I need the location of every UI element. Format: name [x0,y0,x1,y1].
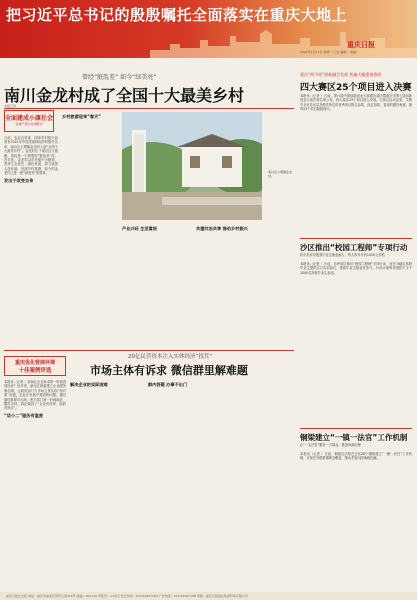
series-badge-line1: 重庆优化营商环境 [14,360,55,366]
story1-subhead: 乡村旅游迎来“春天” [62,114,102,119]
banner-title: 把习近平总书记的殷殷嘱托全面落实在重庆大地上 [6,6,348,24]
right-story-headline: 四大赛区25个项目进入决赛 [300,83,412,93]
bottom-right-headline: 铜梁建立“一镇一法官”工作机制 [300,433,408,442]
story2-subhead: 解决企业的实际困难 [70,382,108,387]
masthead: 重庆日报 [347,41,375,49]
story2-column-1 [4,380,66,588]
story2-body: 本报讯（记者 ）如何让企业诉求第一时间得到回应？近年来，渝北区探索建立企业服务微信群，让政府部门与市场主体实现“面对面”沟通，企业在发展中遇到的问题，通过微信群即可反映，相关部门第一时间响应，限时办结，真正做到了“企业有所呼、政府有所应”。 [4,380,66,411]
village-photo-illustration [122,112,262,220]
right-story-body: 本报讯（记者 ）日前，第六届中国创新创业大赛重庆赛区暨重庆市第七届创新创业大赛决赛名单公布，四大赛区25个项目进入决赛。大赛自启动以来，共吸引全市各区县及相关单位的优秀项目报名参赛，经过初赛、复赛的激烈角逐，最终25个项目脱颖而出。 [300,94,412,112]
series-box [4,110,54,132]
bottom-right-kicker: 让“一名法官”服务一方群众，推进诉源治理 [300,443,361,447]
mid-right-kicker: 将分类评价提高毕业生就业能力，每人每月可获1000元补贴 [300,253,385,257]
divider [300,238,412,239]
divider [300,428,412,429]
story1-column-2 [62,112,118,348]
series-badge [4,356,66,376]
story2-subhead: 群内答疑 办事不出门 [148,382,188,387]
series-box-title: 全面建成小康社会 [5,115,54,122]
story2-kicker: 20亿民营资本注入实体经济“找茬” [128,354,213,360]
story2-column-3 [148,380,220,588]
right-story-kicker: 重庆“两不停”创新融合发展 普遍大幅重视推荐 [300,72,382,77]
village-photo [122,112,262,220]
story1-column-1 [4,136,58,348]
story2-headline: 市场主体有诉求 微信群里解难题 [90,364,248,377]
photo-caption: 南川区大观镇金龙村。 [268,170,293,178]
footer: 重庆日报社出版 地址：重庆市渝北区同茂大道416号 邮编：401120 零售价：1.50元 发行热线：023-63907166 广告热线：023-63907188 印刷：重庆日报报业集团印务有限公司 [0,592,417,600]
story1-subhead: 产业兴旺 生活富裕 [122,226,157,231]
issue-meta: 2022年1月17日 星期一 三农 编辑： 美编： [300,50,360,54]
story1-body: 日前，农业农村部、国家乡村振兴局发布2021年中国美丽休闲乡村推介名单，南川区大观镇金龙村入选“全国十大最美乡村”。金龙村位于南川区大观镇，曾经是一个典型的“脏乱差”村。近年来，金龙村以乡村振兴为统领，坚持生态优先、绿色发展，着力改善人居环境，发展乡村旅游，如今的金龙村已是一派“绿美亮”的景象。 [4,136,58,176]
series-box-subtitle: “百城千县万村调研行” [13,122,45,126]
story2-column-4 [224,380,294,588]
mid-right-headline: 沙区推出“校园工程师”专项行动 [300,243,408,252]
story2-column-2 [70,380,144,588]
bottom-right-body: 本报讯（记者 ）日前，铜梁区法院在全区28个镇街建立“一镇一法官”工作机制，实现法官联系镇街全覆盖，推动矛盾纠纷就地化解。 [300,452,412,461]
story1-subhead: 共建共治共享 推动乡村振兴 [196,226,248,231]
story1-byline: 本报记者 [4,104,17,108]
divider [4,350,294,351]
divider [4,108,294,109]
story1-column-4 [196,224,294,348]
story2-subhead: “店小二”服务有温度 [4,412,44,418]
story1-subhead: 发出于改变自身 [4,177,34,183]
series-badge-line2: 十佳案例评选 [18,368,52,374]
story1-column-3 [122,224,192,348]
story1-headline: 南川金龙村成了全国十大最美乡村 [4,86,245,105]
top-banner [0,0,417,58]
story1-kicker: 曾经“脏乱差” 如今“绿美亮” [82,74,157,81]
mid-right-body: 本报讯（记者 ）日前，沙坪坝区推出“校园工程师”专项行动，旨在为辖区高校毕业生提供实习实训岗位，提高毕业生就业竞争力。行动计划每年组织不少于1000名高校毕业生参加。 [300,262,412,275]
